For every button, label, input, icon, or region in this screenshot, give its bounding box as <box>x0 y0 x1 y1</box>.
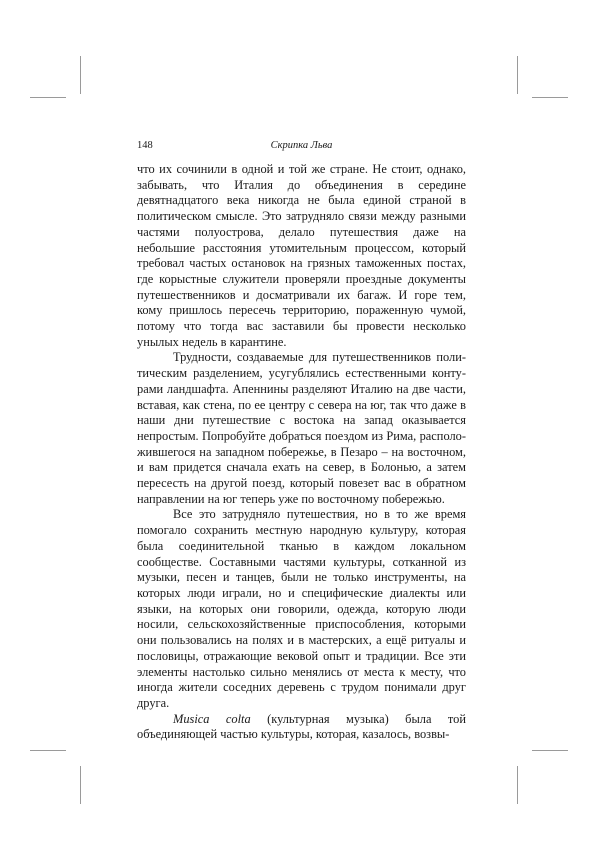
italic-term: Musica colta <box>173 711 251 726</box>
paragraph <box>137 712 466 743</box>
paragraph: Трудности, создаваемые для путешественников политическим разделением, усугублялись естественными контурами ландшафта. Апеннины разделяют Италию на две части, вставая, как стена, по ее центру с севера на юг, так что даже в наши дни путешествие с востока на запад оказывается непростым. Попробуйте добраться поездом из Рима, расположившегося на западном побережье, в Пезаро – на восточном, и вам придется сначала ехать на север, в Болонью, а затем пересесть на другой поезд, который повезет вас в обратном направлении на юг теперь уже по восточному побережью. <box>137 350 466 506</box>
crop-mark <box>80 56 81 94</box>
running-title: Скрипка Льва <box>270 140 333 151</box>
paragraph: Все это затрудняло путешествия, но в то же время помогало сохранить местную народную культуру, которая была соединительной тканью в каждом локальном сообществе. Составными частями культуры, сотканной из музыки, песен и танцев, были не только инструменты, на которых люди играли, но и специфические диалекты или языки, на которых они говорили, одежда, которую люди носили, сельскохозяйственные приспособления, которыми они пользовались на полях и в мастерских, а ещё ритуалы и пословицы, отражающие вековой опыт и традиции. Все эти элементы настолько сильно менялись от места к месту, что иногда жители соседних деревень с трудом понимали друг друга. <box>137 507 466 710</box>
crop-mark <box>517 56 518 94</box>
crop-mark <box>80 766 81 804</box>
crop-mark <box>30 750 66 751</box>
crop-mark <box>532 750 568 751</box>
body-text <box>137 162 466 743</box>
page-number: 148 <box>137 140 153 151</box>
page-header <box>137 140 466 156</box>
crop-mark <box>532 97 568 98</box>
paragraph-text: (культурная музыка) была той объединяющей частью культуры, которая, казалось, возвы- <box>137 711 466 742</box>
paragraph: что их сочинили в одной и той же стране. Не стоит, однако, забывать, что Италия до объединения в середине девятнадцатого века никогда не была единой страной в политическом смысле. Это затрудняло связи между разными частями полуострова, делало путешествия даже на небольшие расстояния утомительным процессом, который требовал частых остановок на грязных таможенных постах, где корыстные служители проверяли проездные документы путешественников и досматривали их багаж. И горе тем, кому пришлось пересечь территорию, пораженную чумой, потому что тогда вас заставили бы провести несколько унылых недель в карантине. <box>137 162 466 349</box>
crop-mark <box>517 766 518 804</box>
crop-mark <box>30 97 66 98</box>
